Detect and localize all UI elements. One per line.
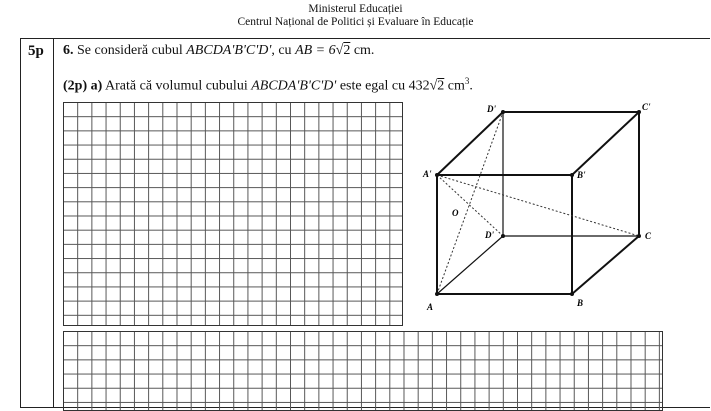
problem-text-prefix: Se consideră cubul bbox=[77, 43, 183, 58]
subpoint-cube-name: ABCDA'B'C'D' bbox=[251, 78, 337, 94]
label-c1: C' bbox=[642, 102, 651, 112]
edge-ad bbox=[437, 236, 503, 294]
vertex-c bbox=[637, 234, 641, 238]
diagonal-ad1 bbox=[437, 112, 503, 294]
label-d: D' bbox=[485, 230, 494, 240]
vertex-c1 bbox=[637, 110, 641, 114]
vertex-a bbox=[435, 292, 439, 296]
cube-name: ABCDA'B'C'D' bbox=[186, 43, 272, 58]
edge-b1c1 bbox=[572, 112, 639, 175]
volume-value: 432 bbox=[408, 78, 430, 94]
vertex-a1 bbox=[435, 173, 439, 177]
cube-figure bbox=[415, 98, 665, 318]
subpoint-label: a) bbox=[90, 78, 103, 94]
sqrt-symbol: √ bbox=[335, 43, 344, 58]
label-a1: A' bbox=[423, 169, 432, 179]
document-header bbox=[0, 3, 711, 29]
problem-points: 5p bbox=[28, 43, 44, 59]
subpoint-text-prefix: Arată că volumul cubului bbox=[105, 78, 248, 94]
volume-unit-exp: 3 bbox=[464, 76, 470, 86]
edge-bc bbox=[572, 236, 639, 294]
condition-unit: cm. bbox=[353, 43, 375, 58]
score-column bbox=[20, 38, 54, 408]
condition-lhs: AB = 6 bbox=[295, 43, 336, 58]
vertex-b1 bbox=[570, 173, 574, 177]
edge-a1d1 bbox=[437, 112, 503, 175]
center-name: Centrul Național de Politici și Evaluare în Educație bbox=[237, 16, 474, 28]
label-o: O bbox=[452, 208, 459, 218]
label-b1: B' bbox=[577, 170, 586, 180]
subpoint-end: . bbox=[469, 78, 473, 94]
problem-statement bbox=[63, 43, 374, 59]
answer-grid-bottom[interactable] bbox=[63, 331, 663, 411]
answer-grid-left[interactable] bbox=[63, 102, 403, 326]
vertex-d bbox=[501, 234, 505, 238]
vertex-b bbox=[570, 292, 574, 296]
sqrt-symbol-2: √ bbox=[429, 78, 438, 94]
label-a: A bbox=[427, 302, 434, 312]
diagonal-a1d bbox=[437, 175, 503, 236]
ministry-name: Ministerul Educației bbox=[308, 3, 403, 15]
diagonal-a1c bbox=[437, 175, 639, 236]
subpoint-a bbox=[63, 76, 473, 95]
label-c: C bbox=[645, 231, 652, 241]
label-d1: D' bbox=[487, 104, 496, 114]
subpoint-text-mid: este egal cu bbox=[339, 78, 406, 94]
label-b: B bbox=[577, 298, 584, 308]
problem-number: 6. bbox=[63, 43, 74, 58]
volume-root: 2 bbox=[437, 78, 445, 94]
problem-text-mid: , cu bbox=[271, 43, 292, 58]
condition-root: 2 bbox=[343, 43, 351, 58]
volume-unit: cm bbox=[447, 78, 465, 94]
vertex-d1 bbox=[501, 110, 505, 114]
subpoint-points: (2p) bbox=[63, 78, 88, 94]
